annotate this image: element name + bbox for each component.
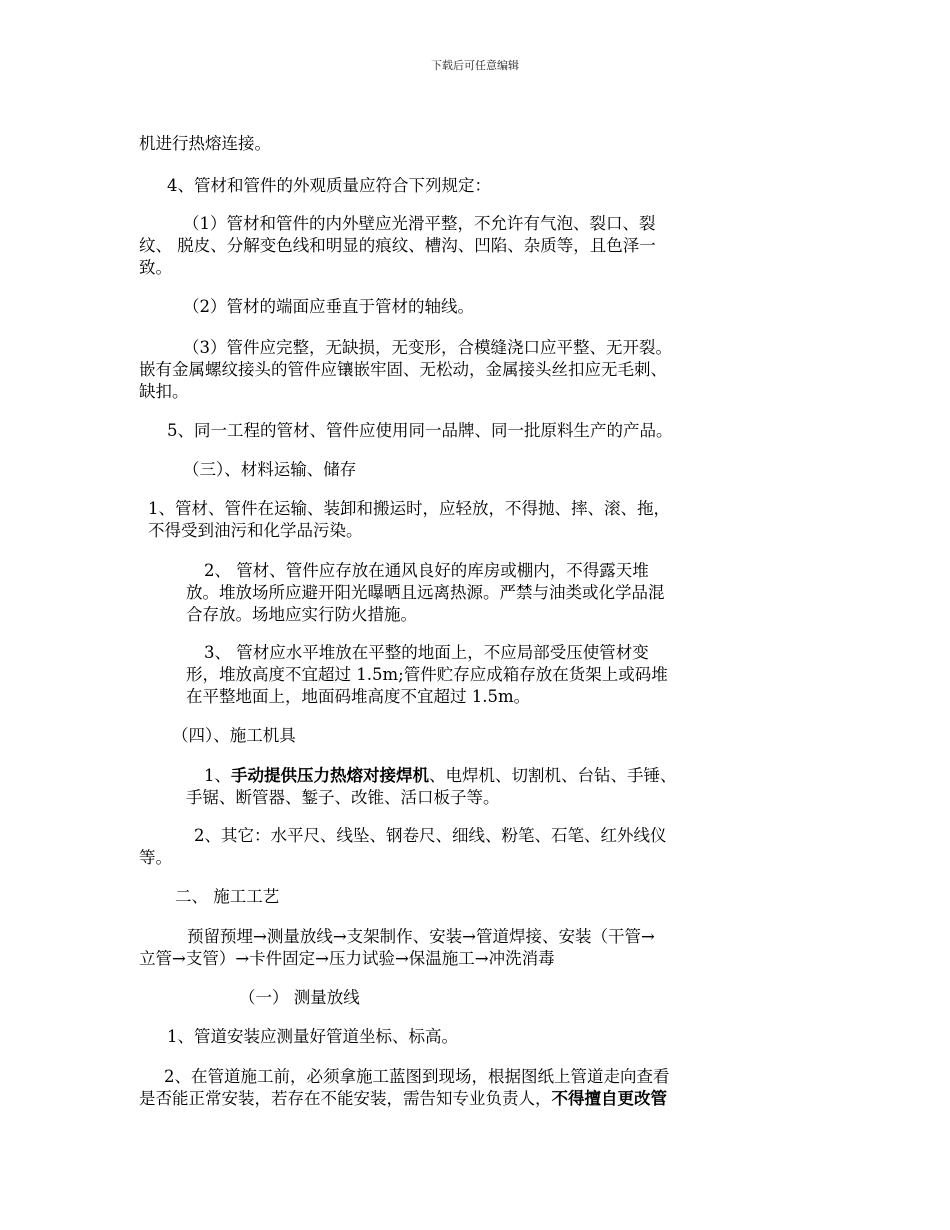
section-heading bbox=[239, 987, 360, 1009]
text-line: 3、 管材应水平堆放在平整的地面上，不应局部受压使管材变 bbox=[204, 643, 649, 662]
text-line: 等。 bbox=[139, 848, 172, 867]
paragraph bbox=[186, 642, 668, 708]
text-line: 2、在管道施工前，必须拿施工蓝图到现场，根据图纸上管道走向查看 bbox=[164, 1067, 670, 1086]
text-run: 、电焊机、切割机、台钻、手锤、 bbox=[429, 766, 677, 785]
text-run: 是否能正常安装，若存在不能安装，需告知专业负责人， bbox=[139, 1089, 552, 1108]
text-line: 机进行热熔连接。 bbox=[139, 134, 271, 153]
text-line: 4、管材和管件的外观质量应符合下列规定： bbox=[167, 176, 491, 195]
paragraph bbox=[139, 926, 655, 970]
text-line: （1）管材和管件的内外壁应光滑平整，不允许有气泡、裂口、裂 bbox=[183, 214, 656, 233]
text-run: 1、 bbox=[204, 766, 231, 785]
paragraph bbox=[139, 213, 656, 279]
text-line: （2）管材的端面应垂直于管材的轴线。 bbox=[183, 297, 474, 316]
text-line: 不得受到油污和化学品污染。 bbox=[148, 521, 363, 540]
text-line: （一） 测量放线 bbox=[239, 988, 360, 1007]
section-heading bbox=[175, 886, 279, 908]
text-line: 合存放。场地应实行防火措施。 bbox=[186, 605, 417, 624]
paragraph bbox=[139, 1066, 670, 1110]
text-line: 手锯、断管器、錾子、改锥、活口板子等。 bbox=[186, 788, 500, 807]
paragraph bbox=[167, 420, 673, 442]
text-line: 嵌有金属螺纹接头的管件应镶嵌牢固、无松动，金属接头丝扣应无毛刺、 bbox=[139, 360, 667, 379]
text-line: 致。 bbox=[139, 258, 172, 277]
text-line: （三）、材料运输、储存 bbox=[183, 460, 357, 479]
text-line: 二、 施工工艺 bbox=[175, 887, 280, 906]
text-line: 预留预埋→测量放线→支架制作、安装→管道焊接、安装（干管→ bbox=[187, 927, 655, 946]
text-line: 放。堆放场所应避开阳光曝晒且远离热源。严禁与油类或化学品混 bbox=[186, 583, 665, 602]
text-line: 在平整地面上，地面码堆高度不宜超过 1.5m。 bbox=[186, 687, 531, 706]
paragraph bbox=[139, 133, 271, 155]
paragraph bbox=[186, 560, 665, 626]
text-line bbox=[139, 1088, 670, 1110]
text-line: 2、其它：水平尺、线坠、钢卷尺、细线、粉笔、石笔、红外线仪 bbox=[194, 826, 667, 845]
text-line: 纹、 脱皮、分解变色线和明显的痕纹、槽沟、凹陷、杂质等，且色泽一 bbox=[139, 236, 656, 255]
text-line: 2、 管材、管件应存放在通风良好的库房或棚内，不得露天堆 bbox=[204, 561, 649, 580]
paragraph bbox=[186, 765, 677, 809]
text-line bbox=[186, 765, 677, 787]
paragraph bbox=[139, 825, 667, 869]
paragraph bbox=[139, 337, 672, 403]
bold-text-run: 不得擅自更改管 bbox=[551, 1089, 667, 1108]
text-line: （3）管件应完整，无缺损，无变形，合模缝浇口应平整、无开裂。 bbox=[183, 338, 672, 357]
text-line: 缺扣。 bbox=[139, 382, 189, 401]
section-heading bbox=[183, 459, 356, 481]
paragraph bbox=[167, 175, 491, 197]
text-line: 1、管道安装应测量好管道坐标、标高。 bbox=[167, 1027, 458, 1046]
page-header: 下载后可任意编辑 bbox=[431, 59, 519, 72]
paragraph bbox=[183, 296, 474, 318]
text-line: 1、管材、管件在运输、装卸和搬运时，应轻放，不得抛、摔、滚、拖， bbox=[148, 499, 670, 518]
text-line: （四）、施工机具 bbox=[172, 726, 296, 745]
section-heading bbox=[172, 725, 296, 747]
paragraph bbox=[148, 498, 670, 542]
text-line: 立管→支管）→卡件固定→压力试验→保温施工→冲洗消毒 bbox=[139, 949, 555, 968]
text-line: 形，堆放高度不宜超过 1.5m;管件贮存应成箱存放在货架上或码堆 bbox=[186, 665, 668, 684]
paragraph bbox=[167, 1026, 458, 1048]
bold-text-run: 手动提供压力热熔对接焊机 bbox=[231, 766, 429, 785]
text-line: 5、同一工程的管材、管件应使用同一品牌、同一批原料生产的产品。 bbox=[167, 421, 673, 440]
